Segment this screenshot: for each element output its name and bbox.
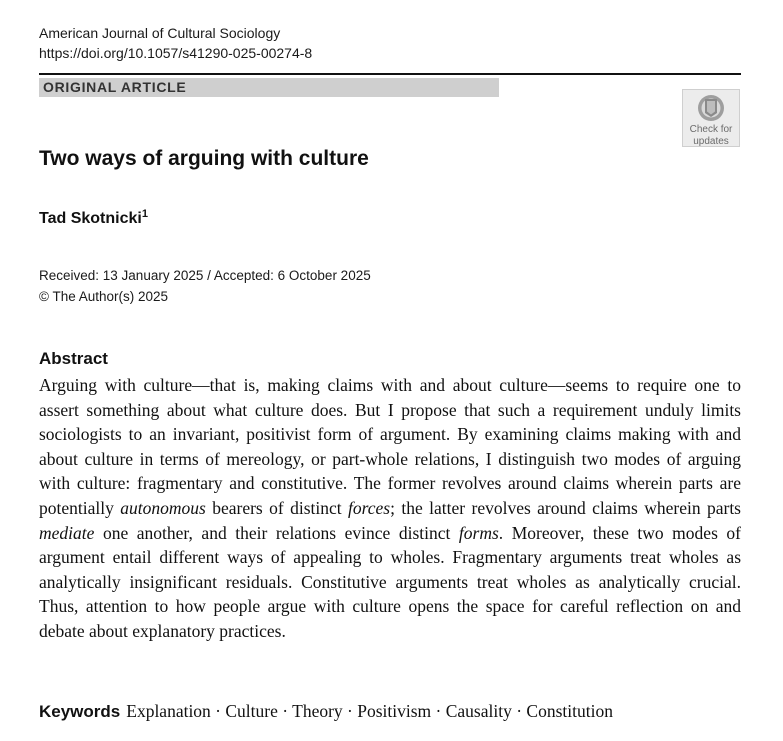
abstract-text-part-1: Arguing with culture—that is, making claims with and about culture—seems to require one to assert something about what culture does. But I propose that such a requirement unduly limits sociologists to an invariant, positivist form of argument. By examining claims making with and about culture in terms of mereology, or part-whole relations, I distinguish two modes of arguing with culture: fragmentary and constitutive. The former revolves around claims wherein parts are potentially: [39, 375, 741, 518]
abstract-text-part-2: bearers of distinct: [205, 497, 348, 518]
copyright-notice: © The Author(s) 2025: [39, 289, 169, 304]
abstract-heading: Abstract: [39, 349, 108, 368]
keywords-label: Keywords: [39, 702, 121, 721]
article-title: Two ways of arguing with culture: [39, 147, 369, 170]
author-line: [39, 208, 148, 230]
received-accepted-dates: Received: 13 January 2025 / Accepted: 6 October 2025: [39, 268, 371, 283]
article-type-banner: ORIGINAL ARTICLE: [39, 78, 499, 97]
publication-dates: [39, 265, 371, 307]
keywords-line: [39, 700, 613, 723]
abstract-emphasis-forces: forces: [348, 497, 391, 518]
abstract-emphasis-forms: forms: [458, 522, 499, 543]
keywords-list: Explanation · Culture · Theory · Positivism · Causality · Constitution: [126, 701, 613, 721]
abstract-text-part-4: one another, and their relations evince distinct: [94, 522, 459, 543]
check-for-updates-badge-icon: [696, 93, 726, 123]
affiliation-mark[interactable]: 1: [141, 208, 148, 220]
check-for-updates-label-line2: updates: [693, 136, 729, 147]
doi-link[interactable]: https://doi.org/10.1057/s41290-025-00274-8: [39, 45, 313, 61]
check-for-updates-label-line1: Check for: [689, 124, 733, 135]
author-name[interactable]: Tad Skotnicki: [39, 210, 142, 227]
abstract-emphasis-mediate: mediate: [39, 522, 95, 543]
journal-header: [39, 23, 312, 63]
abstract-emphasis-autonomous: autonomous: [120, 497, 206, 518]
abstract-text: [39, 373, 741, 644]
header-divider: [39, 73, 741, 75]
abstract-text-part-5: . Moreover, these two modes of argument entail different ways of appealing to wholes. Fragmentary arguments treat wholes as analytically insignificant residuals. Constitutive arguments treat wholes as analytically crucial. Thus, attention to how people argue with culture opens the space for careful reflection on and debate about explanatory practices.: [39, 522, 741, 641]
journal-name: American Journal of Cultural Sociology: [39, 25, 281, 41]
check-for-updates-button[interactable]: [682, 89, 740, 147]
abstract-text-part-3: ; the latter revolves around claims wherein parts: [390, 497, 741, 518]
